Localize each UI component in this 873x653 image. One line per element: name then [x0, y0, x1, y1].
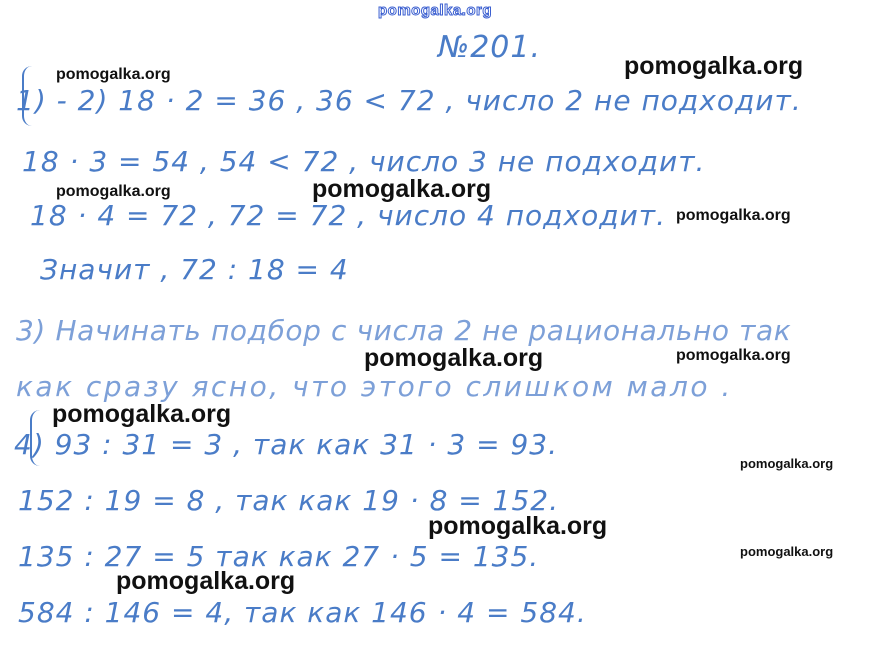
watermark: pomogalka.org	[56, 66, 171, 83]
watermark: pomogalka.org	[312, 175, 492, 203]
line-1: 1) - 2) 18 · 2 = 36 , 36 < 72 , число 2 не подходит.	[16, 84, 802, 117]
task-number: №201.	[438, 30, 541, 65]
line-8: 152 : 19 = 8 , так как 19 · 8 = 152.	[18, 484, 559, 517]
line-9: 135 : 27 = 5 так как 27 · 5 = 135.	[18, 540, 540, 573]
watermark: pomogalka.org	[364, 344, 544, 372]
line-2: 18 · 3 = 54 , 54 < 72 , число 3 не подходит.	[22, 145, 706, 178]
watermark: pomogalka.org	[624, 52, 804, 80]
line-6: как сразу ясно, что этого слишком мало .	[16, 370, 733, 403]
watermark: pomogalka.org	[428, 512, 608, 540]
watermark: pomogalka.org	[56, 183, 171, 200]
line-10: 584 : 146 = 4, так как 146 · 4 = 584.	[18, 596, 587, 629]
watermark: pomogalka.org	[116, 567, 296, 595]
watermark-top: pomogalka.org	[378, 2, 493, 19]
watermark: pomogalka.org	[52, 400, 232, 428]
line-4: Значит , 72 : 18 = 4	[40, 253, 349, 286]
watermark: pomogalka.org	[740, 456, 834, 471]
watermark: pomogalka.org	[676, 207, 791, 224]
line-7: 4) 93 : 31 = 3 , так как 31 · 3 = 93.	[14, 428, 559, 461]
watermark: pomogalka.org	[740, 544, 834, 559]
line-5: 3) Начинать подбор с числа 2 не рационально так	[16, 314, 792, 347]
line-3: 18 · 4 = 72 , 72 = 72 , число 4 подходит.	[30, 199, 666, 232]
watermark: pomogalka.org	[676, 347, 791, 364]
